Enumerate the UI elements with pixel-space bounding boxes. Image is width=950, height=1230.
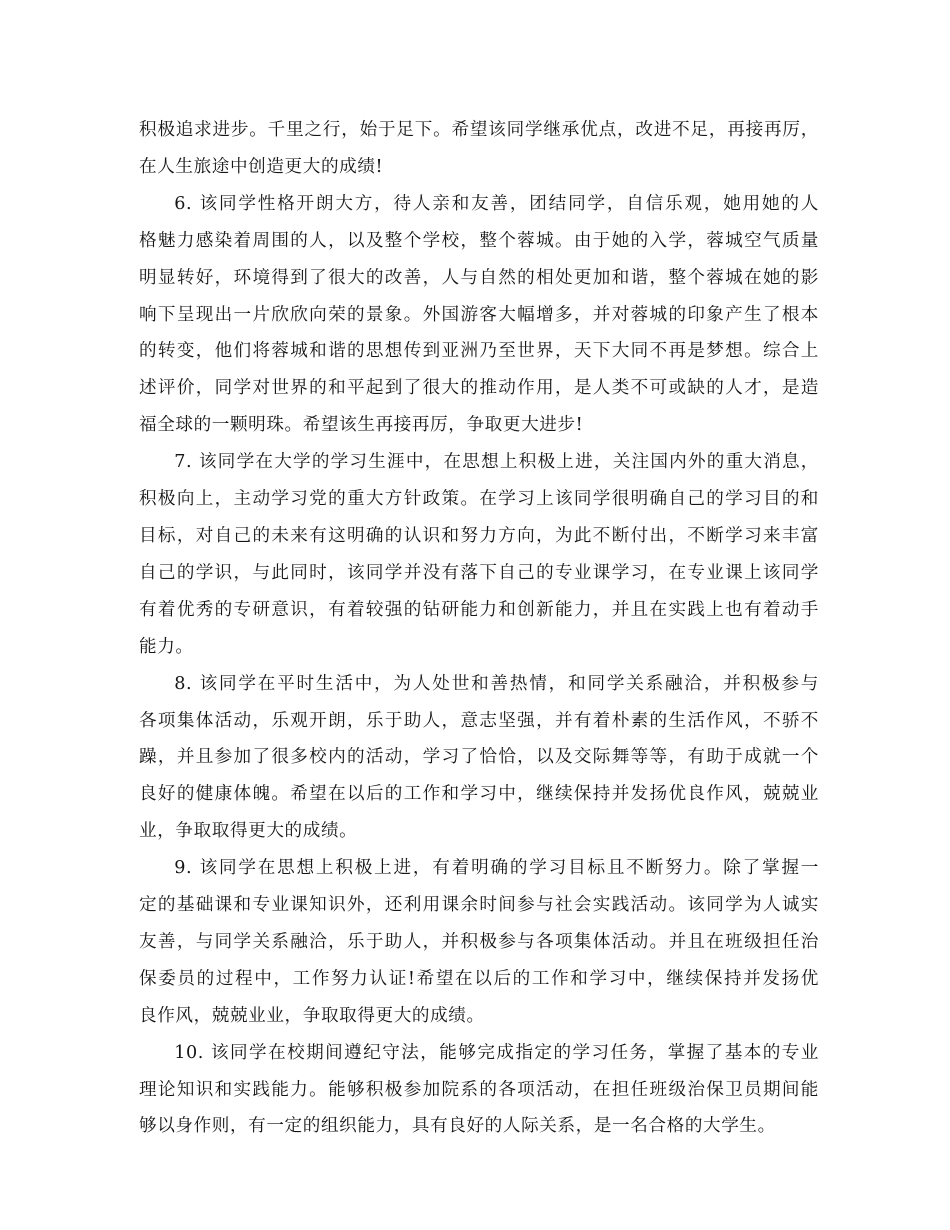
text-line: 良好的健康体魄。希望在以后的工作和学习中，继续保持并发扬优良作风，兢兢业: [139, 784, 819, 805]
text-line: 业，争取取得更大的成绩。: [139, 821, 358, 842]
paragraph-p5-cont: [139, 112, 819, 186]
text-line: 积极向上，主动学习党的重大方针政策。在学习上该同学很明确自己的学习目的和: [139, 489, 819, 510]
document-body: [139, 112, 819, 1145]
text-line: 的转变，他们将蓉城和谐的思想传到亚洲乃至世界，天下大同不再是梦想。综合上: [139, 341, 819, 362]
text-line: 理论知识和实践能力。能够积极参加院系的各项活动，在担任班级治保卫员期间能: [139, 1079, 819, 1100]
text-line: 响下呈现出一片欣欣向荣的景象。外国游客大幅增多，并对蓉城的印象产生了根本: [139, 304, 819, 325]
text-line: 定的基础课和专业课知识外，还利用课余时间参与社会实践活动。该同学为人诚实: [139, 895, 819, 916]
text-line: 福全球的一颗明珠。希望该生再接再厉，争取更大进步!: [139, 415, 584, 436]
text-line: 10. 该同学在校期间遵纪守法，能够完成指定的学习任务，掌握了基本的专业: [174, 1042, 819, 1063]
text-line: 躁，并且参加了很多校内的活动，学习了恰恰，以及交际舞等等，有助于成就一个: [139, 747, 819, 768]
text-line: 7. 该同学在大学的学习生涯中，在思想上积极上进，关注国内外的重大消息，: [174, 452, 819, 473]
paragraph-p8: [139, 666, 819, 851]
text-line: 积极追求进步。千里之行，始于足下。希望该同学继承优点，改进不足，再接再厉，: [139, 120, 819, 140]
text-line: 够以身作则，有一定的组织能力，具有良好的人际关系，是一名合格的大学生。: [139, 1116, 776, 1137]
text-line: 述评价，同学对世界的和平起到了很大的推动作用，是人类不可或缺的人才，是造: [139, 378, 819, 399]
text-line: 9. 该同学在思想上积极上进，有着明确的学习目标且不断努力。除了掌握一: [174, 858, 819, 879]
text-line: 良作风，兢兢业业，争取取得更大的成绩。: [139, 1005, 485, 1026]
text-line: 有着优秀的专研意识，有着较强的钻研能力和创新能力，并且在实践上也有着动手: [139, 599, 819, 620]
text-line: 在人生旅途中创造更大的成绩!: [139, 156, 384, 177]
text-line: 保委员的过程中，工作努力认证!希望在以后的工作和学习中，继续保持并发扬优: [139, 968, 819, 989]
text-line: 自己的学识，与此同时，该同学并没有落下自己的专业课学习，在专业课上该同学: [139, 562, 819, 583]
text-line: 明显转好，环境得到了很大的改善，人与自然的相处更加和谐，整个蓉城在她的影: [139, 267, 819, 288]
text-line: 8. 该同学在平时生活中，为人处世和善热情，和同学关系融洽，并积极参与: [174, 673, 819, 694]
paragraph-p9: [139, 850, 819, 1035]
paragraph-p10: [139, 1035, 819, 1146]
text-line: 能力。: [139, 636, 194, 657]
paragraph-p6: [139, 186, 819, 444]
text-line: 各项集体活动，乐观开朗，乐于助人，意志坚强，并有着朴素的生活作风，不骄不: [139, 710, 819, 731]
text-line: 6. 该同学性格开朗大方，待人亲和友善，团结同学，自信乐观，她用她的人: [174, 193, 819, 214]
text-line: 格魅力感染着周围的人，以及整个学校，整个蓉城。由于她的入学，蓉城空气质量: [139, 230, 819, 251]
text-line: 友善，与同学关系融洽，乐于助人，并积极参与各项集体活动。并且在班级担任治: [139, 931, 819, 952]
text-line: 目标，对自己的未来有这明确的认识和努力方向，为此不断付出，不断学习来丰富: [139, 525, 819, 546]
paragraph-p7: [139, 444, 819, 665]
